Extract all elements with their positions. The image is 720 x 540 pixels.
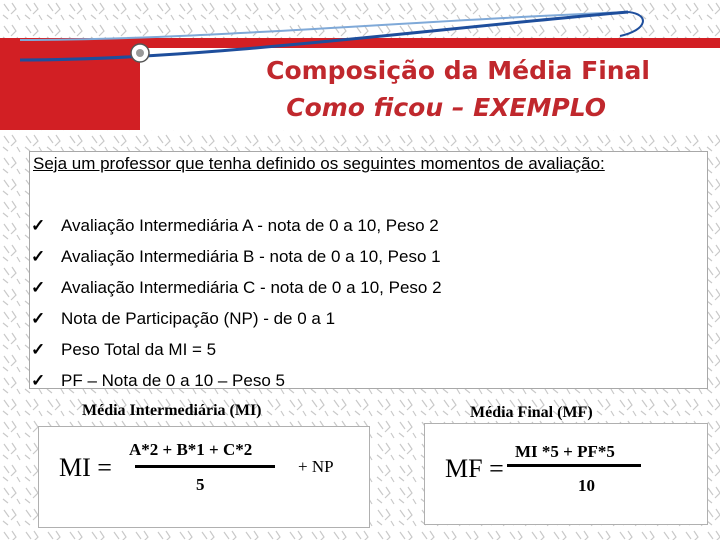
criteria-box bbox=[29, 151, 708, 389]
list-item bbox=[30, 365, 442, 396]
list-item-text: Avaliação Intermediária C - nota de 0 a 10, Peso 2 bbox=[61, 277, 442, 297]
list-item bbox=[30, 210, 442, 241]
mf-lhs: MF = bbox=[445, 454, 504, 483]
mi-numerator: A*2 + B*1 + C*2 bbox=[129, 440, 253, 459]
list-item-text: Avaliação Intermediária A - nota de 0 a 10, Peso 2 bbox=[61, 215, 439, 235]
page-subtitle: Como ficou – EXEMPLO bbox=[286, 93, 606, 122]
check-icon: ✓ bbox=[31, 215, 46, 235]
mi-formula-box bbox=[38, 426, 370, 528]
list-item bbox=[30, 272, 442, 303]
check-icon: ✓ bbox=[31, 277, 46, 297]
list-item bbox=[30, 303, 442, 334]
mi-suffix: + NP bbox=[298, 457, 334, 476]
list-item bbox=[30, 241, 442, 272]
page-title: Composição da Média Final bbox=[266, 56, 650, 85]
mf-denominator: 10 bbox=[578, 476, 595, 495]
check-icon: ✓ bbox=[31, 370, 46, 390]
list-item-text: Peso Total da MI = 5 bbox=[61, 339, 217, 359]
mf-formula-box bbox=[424, 423, 708, 525]
intro-text: Seja um professor que tenha definido os seguintes momentos de avaliação: bbox=[33, 154, 605, 173]
mf-numerator: MI *5 + PF*5 bbox=[515, 442, 615, 461]
mi-lhs: MI = bbox=[59, 453, 112, 482]
list-item-text: PF – Nota de 0 a 10 – Peso 5 bbox=[61, 370, 285, 390]
mf-fraction-line bbox=[507, 464, 641, 467]
mi-label: Média Intermediária (MI) bbox=[82, 402, 262, 419]
list-item-text: Nota de Participação (NP) - de 0 a 1 bbox=[61, 308, 336, 328]
check-icon: ✓ bbox=[31, 308, 46, 328]
list-item-text: Avaliação Intermediária B - nota de 0 a 10, Peso 1 bbox=[61, 246, 441, 266]
check-icon: ✓ bbox=[31, 339, 46, 359]
criteria-list bbox=[30, 210, 442, 396]
mi-denominator: 5 bbox=[196, 475, 205, 494]
mf-label: Média Final (MF) bbox=[470, 404, 593, 421]
list-item bbox=[30, 334, 442, 365]
mi-fraction-line bbox=[135, 465, 275, 468]
check-icon: ✓ bbox=[31, 246, 46, 266]
